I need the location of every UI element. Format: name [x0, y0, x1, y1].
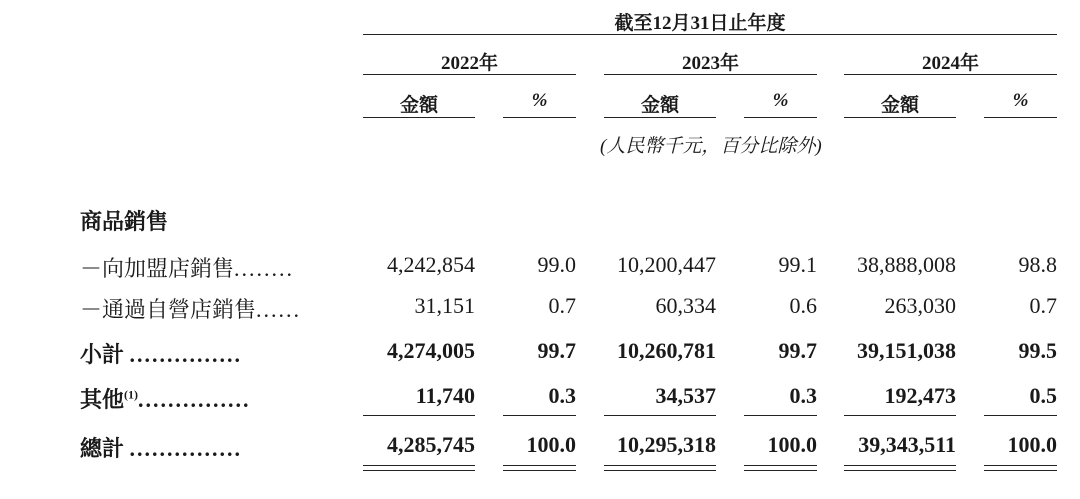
pct-header-2023: % [772, 90, 789, 111]
row-label-subtotal: 小計 ............... [80, 342, 243, 367]
amount-underline-2022 [363, 117, 475, 118]
cell-franchise-2022-amount: 4,242,854 [387, 252, 475, 277]
cell-subtotal-2023-pct: 99.7 [778, 338, 817, 363]
section-title: 商品銷售 [80, 209, 169, 234]
footnote-marker: (1) [124, 387, 139, 402]
year-2023-underline [604, 74, 817, 75]
total-rule-2023-pct [744, 415, 817, 416]
double-rule-bottom-2024-pct [984, 470, 1057, 471]
total-rule-2023-amount [604, 415, 716, 416]
unit-note: (人民幣千元，百分比除外) [600, 136, 822, 157]
year-2022-header: 2022年 [440, 53, 498, 74]
double-rule-bottom-2024-amount [844, 470, 956, 471]
cell-subtotal-2024-pct: 99.5 [1018, 338, 1057, 363]
total-rule-2022-amount [363, 415, 475, 416]
cell-franchise-2022-pct: 99.0 [537, 252, 576, 277]
cell-franchise-2024-pct: 98.8 [1018, 252, 1057, 277]
double-rule-top-2022-amount [363, 465, 475, 466]
year-2024-header: 2024年 [921, 53, 979, 74]
year-2022-underline [363, 74, 576, 75]
pct-underline-2023 [744, 117, 817, 118]
cell-self-2024-amount: 263,030 [884, 293, 956, 318]
cell-others-2023-pct: 0.3 [789, 383, 817, 408]
double-rule-top-2024-pct [984, 465, 1057, 466]
year-2024-underline [844, 74, 1057, 75]
double-rule-top-2024-amount [844, 465, 956, 466]
pct-header-2024: % [1012, 90, 1029, 111]
period-header: 截至12月31日止年度 [614, 13, 786, 34]
amount-header-2024: 金額 [880, 95, 919, 116]
period-underline [363, 34, 1057, 35]
double-rule-bottom-2023-amount [604, 470, 716, 471]
cell-self-2024-pct: 0.7 [1029, 293, 1057, 318]
cell-self-2022-amount: 31,151 [414, 293, 475, 318]
cell-total-2024-amount: 39,343,511 [858, 432, 956, 457]
cell-subtotal-2022-amount: 4,274,005 [387, 338, 475, 363]
double-rule-bottom-2022-pct [503, 470, 576, 471]
double-rule-top-2022-pct [503, 465, 576, 466]
amount-underline-2024 [844, 117, 956, 118]
cell-franchise-2023-pct: 99.1 [778, 252, 817, 277]
cell-franchise-2023-amount: 10,200,447 [617, 252, 716, 277]
double-rule-bottom-2022-amount [363, 470, 475, 471]
cell-total-2023-pct: 100.0 [767, 432, 817, 457]
row-label-others: 其他$^{(1)}$............... [80, 387, 251, 412]
year-2023-header: 2023年 [681, 53, 739, 74]
cell-total-2022-amount: 4,285,745 [387, 432, 475, 457]
cell-total-2023-amount: 10,295,318 [617, 432, 716, 457]
pct-underline-2024 [984, 117, 1057, 118]
pct-header-2022: % [531, 90, 548, 111]
cell-total-2024-pct: 100.0 [1007, 432, 1057, 457]
amount-underline-2023 [604, 117, 716, 118]
cell-others-2023-amount: 34,537 [655, 383, 716, 408]
cell-self-2023-pct: 0.6 [789, 293, 817, 318]
double-rule-top-2023-amount [604, 465, 716, 466]
cell-others-2024-pct: 0.5 [1029, 383, 1057, 408]
total-rule-2024-pct [984, 415, 1057, 416]
cell-self-2022-pct: 0.7 [548, 293, 576, 318]
cell-subtotal-2022-pct: 99.7 [537, 338, 576, 363]
row-label-self-operated: －通過自營店銷售...... [80, 297, 302, 322]
cell-self-2023-amount: 60,334 [655, 293, 716, 318]
amount-header-2023: 金額 [640, 95, 679, 116]
pct-underline-2022 [503, 117, 576, 118]
double-rule-top-2023-pct [744, 465, 817, 466]
cell-others-2022-amount: 11,740 [415, 383, 475, 408]
row-label-franchise: －向加盟店銷售........ [80, 256, 295, 281]
amount-header-2022: 金額 [399, 95, 438, 116]
total-rule-2022-pct [503, 415, 576, 416]
cell-subtotal-2024-amount: 39,151,038 [857, 338, 956, 363]
cell-franchise-2024-amount: 38,888,008 [857, 252, 956, 277]
double-rule-bottom-2023-pct [744, 470, 817, 471]
cell-others-2024-amount: 192,473 [884, 383, 956, 408]
cell-subtotal-2023-amount: 10,260,781 [617, 338, 716, 363]
row-label-total: 總計 ............... [80, 436, 243, 461]
cell-others-2022-pct: 0.3 [548, 383, 576, 408]
cell-total-2022-pct: 100.0 [526, 432, 576, 457]
total-rule-2024-amount [844, 415, 956, 416]
